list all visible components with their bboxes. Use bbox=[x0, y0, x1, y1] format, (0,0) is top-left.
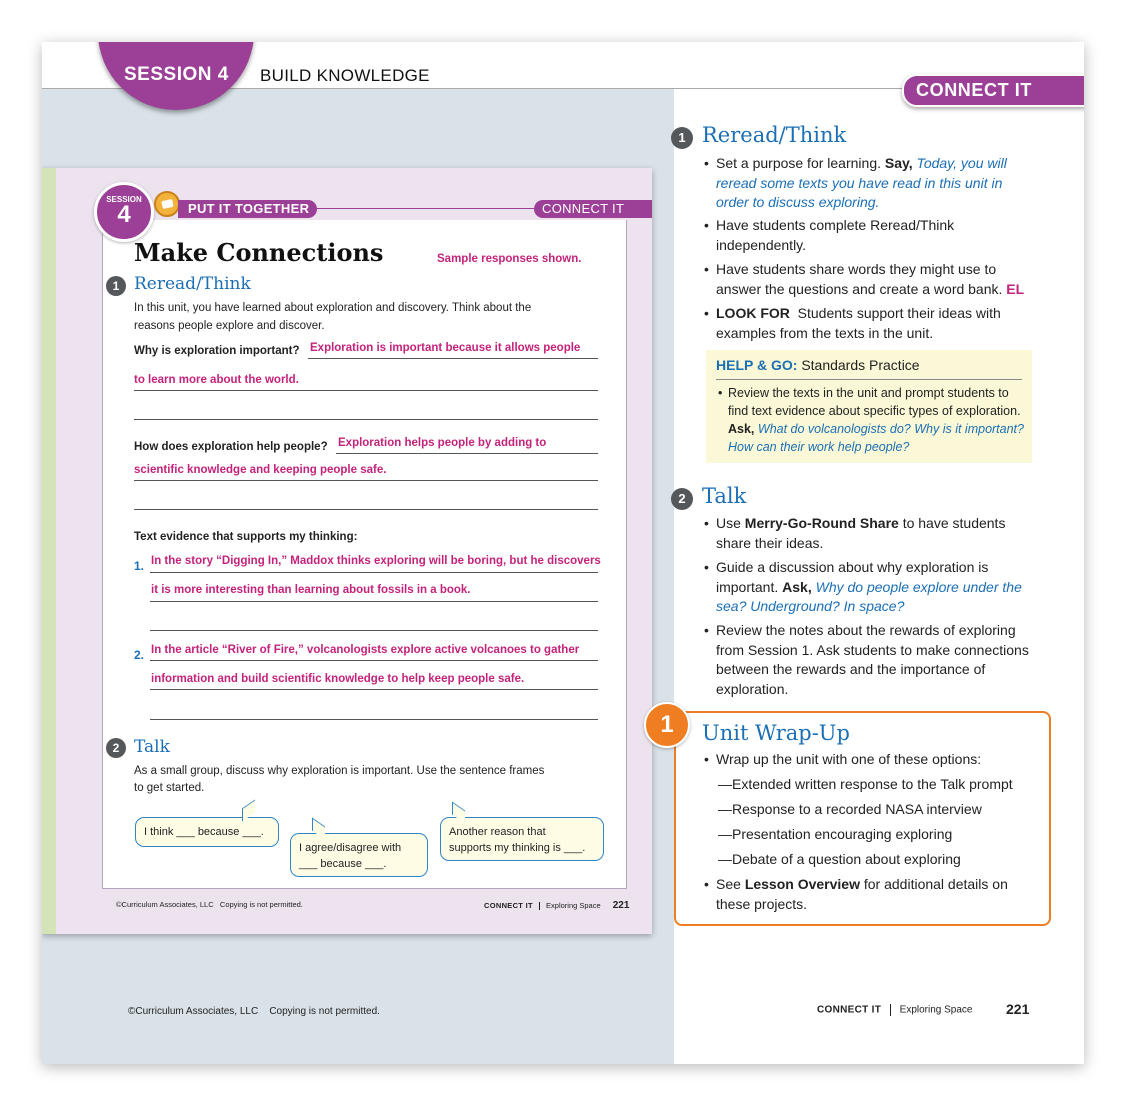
evidence-text: it is more interesting than learning about fossils in a book. bbox=[151, 584, 471, 596]
writing-line bbox=[134, 390, 598, 391]
list-item: • Wrap up the unit with one of these options: bbox=[704, 751, 982, 767]
copyright-text: ©Curriculum Associates, LLC bbox=[116, 900, 214, 909]
notice-text: Copying is not permitted. bbox=[269, 1006, 380, 1017]
list-number: 2. bbox=[134, 648, 145, 662]
session-number: 4 bbox=[117, 201, 131, 228]
session-badge bbox=[94, 182, 154, 242]
writing-line bbox=[150, 630, 598, 631]
writing-line bbox=[134, 419, 598, 420]
answer-text: to learn more about the world. bbox=[134, 374, 299, 386]
talk-heading: Talk bbox=[702, 484, 747, 508]
student-page-thumbnail bbox=[42, 168, 652, 934]
help-and-go-title: HELP & GO: Standards Practice bbox=[716, 357, 920, 373]
answer-text: Exploration helps people by adding to bbox=[338, 437, 547, 449]
reread-heading: Reread/Think bbox=[134, 274, 251, 294]
inset-footer-copyright bbox=[116, 900, 303, 909]
reread-intro-line: In this unit, you have learned about exploration and discovery. Think about the bbox=[134, 302, 532, 314]
option-item: —Response to a recorded NASA interview bbox=[718, 801, 982, 817]
writing-line bbox=[134, 509, 598, 510]
talk-heading: Talk bbox=[134, 737, 170, 757]
copyright-text: ©Curriculum Associates, LLC bbox=[128, 1006, 259, 1017]
evidence-text: In the article “River of Fire,” volcanologists explore active volcanoes to gather bbox=[151, 644, 580, 656]
sentence-frame-text: ___ because ___. bbox=[299, 858, 387, 870]
page-number: 221 bbox=[1006, 1001, 1030, 1017]
teacher-guide-page bbox=[42, 42, 1084, 1064]
wrap-up-number: 1 bbox=[644, 702, 690, 748]
reread-heading: Reread/Think bbox=[702, 123, 847, 147]
question-label: Why is exploration important? bbox=[134, 345, 300, 357]
step-number: 2 bbox=[106, 738, 126, 758]
evidence-text: information and build scientific knowledge to help keep people safe. bbox=[151, 673, 525, 685]
tab-rule bbox=[314, 208, 534, 209]
evidence-label: Text evidence that supports my thinking: bbox=[134, 531, 358, 543]
option-item: —Presentation encouraging exploring bbox=[718, 826, 953, 842]
el-tag: EL bbox=[1006, 280, 1025, 297]
step-number: 1 bbox=[671, 127, 693, 149]
margin-bar bbox=[42, 168, 56, 934]
list-item: • LOOK FOR Students support their ideas with examples from the texts in the unit. bbox=[704, 305, 1001, 341]
brand-tab-small: CONNECT IT bbox=[534, 200, 652, 218]
list-item: • Use Merry-Go-Round Share to have students share their ideas. bbox=[704, 515, 1006, 551]
evidence-text: In the story “Digging In,” Maddox thinks exploring will be boring, but he discovers bbox=[151, 555, 601, 567]
talk-intro-line: to get started. bbox=[134, 782, 205, 794]
sentence-frame-text: supports my thinking is ___. bbox=[449, 842, 586, 854]
notice-text: Copying is not permitted. bbox=[219, 900, 303, 909]
inset-footer-brand bbox=[484, 900, 629, 911]
unit-text: Exploring Space bbox=[899, 1004, 973, 1016]
reread-intro-line: reasons people explore and discover. bbox=[134, 320, 325, 332]
unit-text: Exploring Space bbox=[546, 901, 601, 910]
page-number: 221 bbox=[612, 900, 630, 911]
help-and-go-box: HELP & GO: Standards Practice • Review the texts in the unit and prompt students to find text evidence about specific types of exploration. Ask, What do volcanologists do? Why is it important? How can their work help people? bbox=[706, 350, 1032, 463]
list-item: • Have students complete Reread/Think independently. bbox=[704, 217, 955, 253]
wrap-up-heading: Unit Wrap-Up bbox=[702, 721, 850, 745]
option-item: —Extended written response to the Talk prompt bbox=[718, 776, 1013, 792]
list-item: • Guide a discussion about why exploration is important. Ask, Why do people explore under the sea? Underground? In space? bbox=[704, 559, 1022, 614]
list-number: 1. bbox=[134, 559, 145, 573]
section-label: BUILD KNOWLEDGE bbox=[260, 66, 430, 85]
sentence-frame-bubble bbox=[135, 817, 279, 847]
writing-line bbox=[150, 660, 598, 661]
question-label: How does exploration help people? bbox=[134, 441, 328, 453]
answer-text: scientific knowledge and keeping people safe. bbox=[134, 464, 387, 476]
answer-text: Exploration is important because it allows people bbox=[310, 342, 581, 354]
writing-line bbox=[308, 358, 598, 359]
list-item: • See Lesson Overview for additional details on these projects. bbox=[704, 876, 1008, 912]
sentence-frame-text: I agree/disagree with bbox=[299, 842, 402, 854]
writing-line bbox=[150, 689, 598, 690]
writing-line bbox=[150, 601, 598, 602]
session-label: SESSION 4 bbox=[124, 64, 229, 85]
writing-line bbox=[336, 453, 598, 454]
sentence-frame-text: I think ___ because ___. bbox=[144, 826, 264, 838]
sentence-frame-text: Another reason that bbox=[449, 826, 546, 838]
footer-copyright bbox=[128, 1006, 380, 1017]
option-item: —Debate of a question about exploring bbox=[718, 851, 961, 867]
sample-note: Sample responses shown. bbox=[437, 253, 582, 265]
sentence-frame-bubble bbox=[290, 833, 428, 877]
help-and-go-rule bbox=[716, 379, 1022, 380]
list-item: • Set a purpose for learning. Say, Today, you will reread some texts you have read in this unit in order to discuss exploring. bbox=[704, 155, 1007, 210]
put-it-together-tab: PUT IT TOGETHER bbox=[178, 200, 317, 218]
step-number: 1 bbox=[106, 276, 126, 296]
brand-text: CONNECT IT bbox=[484, 901, 533, 910]
brand-text: CONNECT IT bbox=[817, 1004, 882, 1016]
list-item: • Review the notes about the rewards of exploring from Session 1. Ask students to make connections between the rewards and the importance of exploration. bbox=[704, 622, 1029, 697]
talk-intro-line: As a small group, discuss why exploration is important. Use the sentence frames bbox=[134, 765, 545, 777]
writing-line bbox=[150, 572, 598, 573]
page-title: Make Connections bbox=[134, 238, 384, 267]
session-word: SESSION bbox=[106, 195, 142, 204]
writing-line bbox=[134, 480, 598, 481]
puzzle-icon bbox=[154, 191, 180, 217]
footer-brand bbox=[817, 1004, 973, 1016]
writing-line bbox=[150, 719, 598, 720]
brand-tab: CONNECT IT bbox=[902, 74, 1084, 107]
list-item: • Have students share words they might use to answer the questions and create a word bank. EL bbox=[704, 261, 1025, 297]
step-number: 2 bbox=[671, 488, 693, 510]
